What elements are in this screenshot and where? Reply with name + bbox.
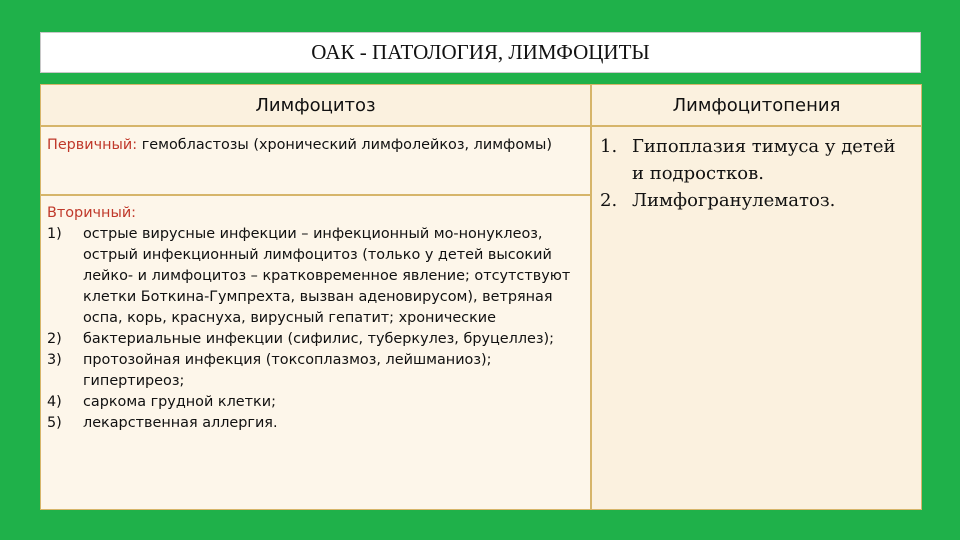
list-item-number: 3) bbox=[47, 352, 62, 368]
list-item bbox=[47, 413, 584, 434]
header-lymphocytosis-label: Лимфоцитоз bbox=[255, 94, 376, 116]
secondary-cell bbox=[40, 195, 591, 510]
secondary-label: Вторичный: bbox=[47, 205, 137, 221]
lymphopenia-list bbox=[600, 133, 913, 214]
list-item-number: 5) bbox=[47, 415, 62, 431]
list-item bbox=[600, 187, 913, 214]
list-item bbox=[47, 350, 584, 392]
secondary-list bbox=[47, 224, 584, 434]
list-item-text: Гипоплазия тимуса у детей и подростков. bbox=[632, 136, 896, 184]
list-item-text: лекарственная аллергия. bbox=[83, 415, 278, 431]
list-item-text: острые вирусные инфекции – инфекционный мо-нонуклеоз, острый инфекционный лимфоцитоз (только у детей высокий лейко- и лимфоцитоз – кратковременное явление; отсутствуют клетки Боткина-Гумпрехта, вызван аденовирусом), ветряная оспа, корь, краснуха, вирусный гепатит; хронические bbox=[83, 226, 571, 326]
list-item bbox=[47, 224, 584, 329]
list-item bbox=[47, 329, 584, 350]
header-lymphopenia bbox=[591, 84, 922, 126]
list-item-number: 1. bbox=[600, 136, 618, 157]
primary-cell bbox=[40, 126, 591, 195]
primary-text bbox=[47, 135, 584, 156]
primary-body: гемобластозы (хронический лимфолейкоз, лимфомы) bbox=[137, 137, 552, 153]
header-lymphocytosis bbox=[40, 84, 591, 126]
list-item-number: 2. bbox=[600, 190, 618, 211]
slide-title: ОАК - ПАТОЛОГИЯ, ЛИМФОЦИТЫ bbox=[311, 40, 650, 64]
list-item-number: 4) bbox=[47, 394, 62, 410]
list-item bbox=[47, 392, 584, 413]
slide-title-box bbox=[40, 32, 921, 73]
header-lymphopenia-label: Лимфоцитопения bbox=[672, 94, 841, 116]
primary-label: Первичный: bbox=[47, 137, 138, 153]
list-item-number: 2) bbox=[47, 331, 62, 347]
list-item-text: протозойная инфекция (токсоплазмоз, лейшманиоз); гипертиреоз; bbox=[83, 352, 492, 389]
list-item-text: саркома грудной клетки; bbox=[83, 394, 276, 410]
list-item bbox=[600, 133, 913, 187]
list-item-number: 1) bbox=[47, 226, 62, 242]
list-item-text: Лимфогранулематоз. bbox=[632, 190, 836, 211]
list-item-text: бактериальные инфекции (сифилис, туберкулез, бруцеллез); bbox=[83, 331, 554, 347]
lymphopenia-cell bbox=[591, 126, 922, 510]
